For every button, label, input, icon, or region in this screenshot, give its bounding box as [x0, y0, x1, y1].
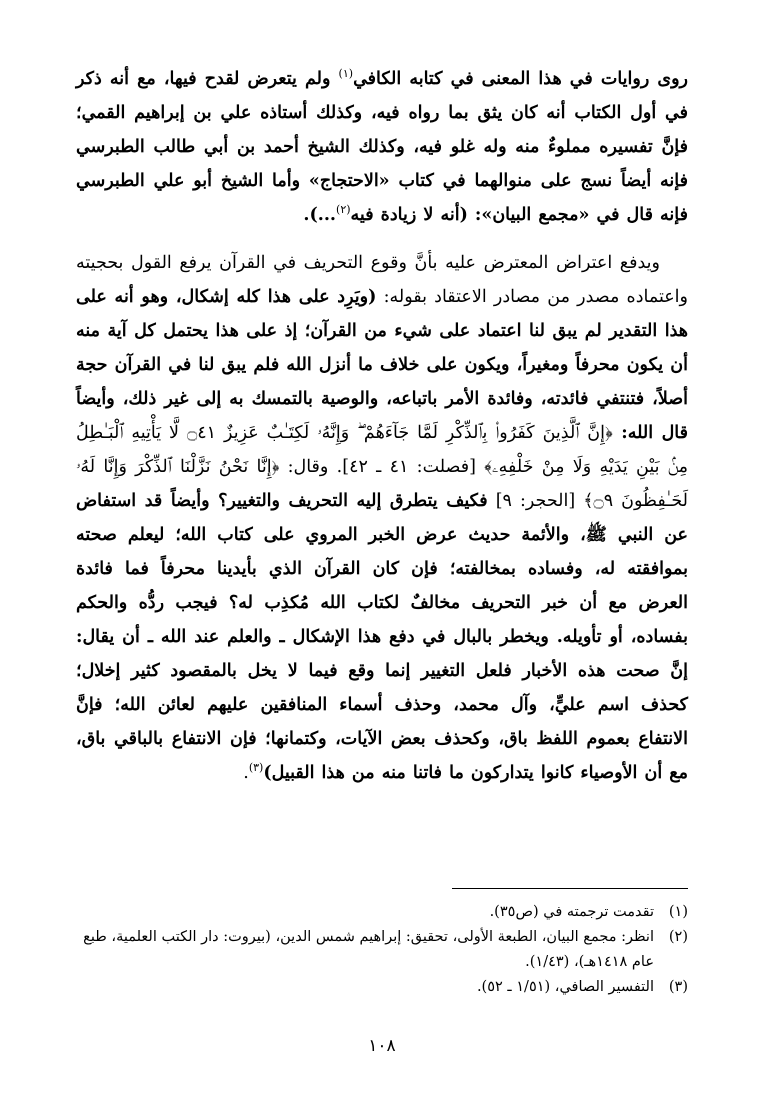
footnote-text: التفسير الصافي، (١/٥١ ـ ٥٢). — [476, 979, 654, 995]
paragraph-2-end: . — [243, 763, 249, 783]
surah-reference-fussilat: [فصلت: ٤١ ـ ٤٢]. وقال: — [279, 457, 485, 477]
paragraph-2-quote-a: (ويَرِد على هذا كله إشكال، وهو أنه على هذا التقدير لم يبق لنا اعتماد على شيء من القرآن؛ إذ على هذا يحتمل كل آية منه أن يكون محرفاً ومغيراً، ويكون على خلاف ما أنزل الله فلم يبق لنا في القرآن حجة أصلاً، فتنتفي فائدته، وفائدة الأمر باتباعه، والوصية بالتمسك به إلى غير ذلك، وأيضاً قال الله: — [76, 287, 688, 443]
paragraph-1-text-b: ولم يتعرض لقدح فيها، مع أنه ذكر في أول الكتاب أنه كان يثق بما رواه فيه، وكذلك أستاذه علي بن إبراهيم القمي؛ فإنَّ تفسيره مملوءٌ منه وله غلو فيه، وكذلك الشيخ أحمد بن أبي طالب الطبرسي فإنه أيضاً نسج على منوالهما في كتاب «الاحتجاج» وأما الشيخ أبو علي الطبرسي فإنه قال في «مجمع البيان»: (أنه لا زيادة فيه — [76, 69, 688, 225]
footnote-3 — [76, 975, 688, 1000]
quran-verse-hijr: ﴿إِنَّا نَحْنُ نَزَّلْنَا ٱلذِّكْرَ وَإِنَّا لَهُۥ لَحَـٰفِظُونَ ۝٩﴾ — [76, 457, 689, 511]
footnote-1 — [76, 900, 688, 925]
footnote-number: (١) — [668, 904, 688, 920]
paragraph-2-intro: ويدفع اعتراض المعترض عليه بأنَّ وقوع التحريف في القرآن يرفع القول بحجيته واعتماده مصدر من مصادر الاعتقاد بقوله: — [76, 253, 688, 307]
book-page — [76, 62, 688, 1062]
paragraph-2 — [76, 246, 688, 790]
paragraph-1-text-c: ...). — [303, 205, 337, 225]
footnote-divider — [452, 888, 688, 889]
footnote-ref-3[interactable]: (٣) — [248, 761, 264, 774]
footnote-text: تقدمت ترجمته في (ص٣٥). — [489, 904, 654, 920]
footnote-2 — [76, 925, 688, 975]
quran-verse-fussilat: ﴿إِنَّ ٱلَّذِينَ كَفَرُوا۟ بِٱلذِّكْرِ لَمَّا جَآءَهُمْ ۖ وَإِنَّهُۥ لَكِتَـٰبٌ عَزِيزٌ ۝٤١ لَّا يَأْتِيهِ ٱلْبَـٰطِلُ مِنۢ بَيْنِ يَدَيْهِ وَلَا مِنْ خَلْفِهِۦ﴾ — [76, 423, 688, 477]
paragraph-1 — [76, 62, 688, 232]
page-number: ١٠٨ — [368, 1036, 396, 1056]
paragraph-1-text-a: روى روايات في هذا المعنى في كتابه الكافي — [353, 69, 688, 89]
footnotes — [76, 900, 688, 1000]
surah-reference-hijr: [الحجر: ٩] — [487, 491, 584, 511]
footnote-ref-2[interactable]: (٢) — [336, 203, 351, 216]
footnote-text: انظر: مجمع البيان، الطبعة الأولى، تحقيق: إبراهيم شمس الدين، (بيروت: دار الكتب العلمية، طبع عام ١٤١٨هـ)، (١/٤٣). — [83, 929, 654, 970]
footnote-number: (٣) — [668, 979, 688, 995]
footnote-ref-1[interactable]: (١) — [338, 67, 354, 80]
footnote-number: (٢) — [668, 929, 688, 945]
paragraph-2-quote-b: فكيف يتطرق إليه التحريف والتغيير؟ وأيضاً قد استفاض عن النبي ﷺ، والأئمة حديث عرض الخبر المروي على كتاب الله؛ ليعلم صحته بموافقته له، وفساده بمخالفته؛ فإن كان القرآن الذي بأيدينا محرفاً فما فائدة العرض مع أن خبر التحريف مخالفٌ لكتاب الله مُكذِب له؟ فيجب ردُّه والحكم بفساده، أو تأويله. ويخطر بالبال في دفع هذا الإشكال ـ والعلم عند الله ـ أن يقال: إنَّ صحت هذه الأخبار فلعل التغيير إنما وقع فيما لا يخل بالمقصود كثير إخلال؛ كحذف اسم عليٍّ، وآل محمد، وحذف أسماء المنافقين عليهم لعائن الله؛ فإنَّ الانتفاع بعموم اللفظ باق، وكحذف بعض الآيات، وكتمانها؛ فإن الانتفاع بالباقي باق، مع أن الأوصياء كانوا يتداركون ما فاتنا منه من هذا القبيل) — [76, 491, 688, 783]
